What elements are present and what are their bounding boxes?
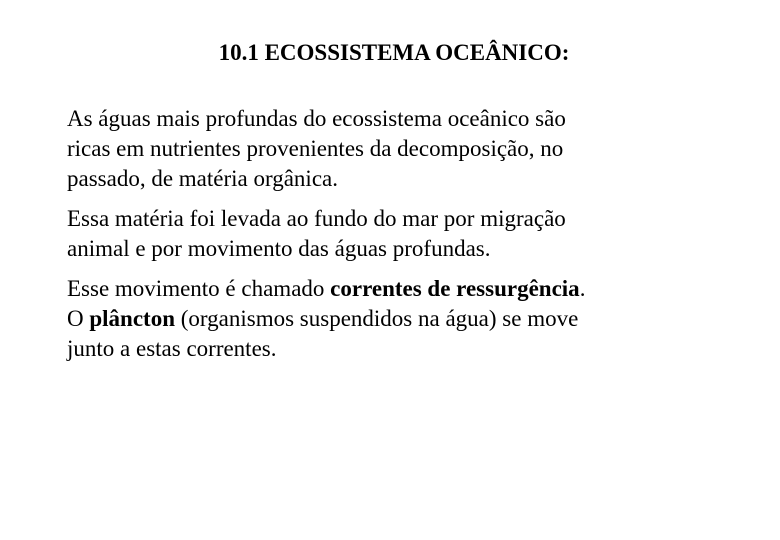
paragraph-1-line-1: As águas mais profundas do ecossistema oceânico são <box>67 106 566 131</box>
paragraph-2 <box>67 204 747 264</box>
paragraph-3-line-2 <box>67 304 747 334</box>
paragraph-3-line-2-start: O <box>67 306 90 331</box>
paragraph-2-line-1: Essa matéria foi levada ao fundo do mar por migração <box>67 206 566 231</box>
paragraph-3-line-1-text: Esse movimento é chamado <box>67 276 331 301</box>
title-text: 10.1 ECOSSISTEMA OCEÂNICO: <box>218 40 570 65</box>
paragraph-3 <box>67 274 747 364</box>
term-plancton: plâncton <box>89 306 176 331</box>
slide-title <box>0 38 780 68</box>
paragraph-3-line-1-end: . <box>579 276 586 301</box>
slide-body <box>67 104 747 374</box>
paragraph-1-line-3: passado, de matéria orgânica. <box>67 166 338 191</box>
term-correntes-de-ressurgencia: correntes de ressurgência <box>330 276 580 301</box>
paragraph-2-line-2: animal e por movimento das águas profundas. <box>67 236 491 261</box>
paragraph-1 <box>67 104 747 194</box>
paragraph-3-line-1 <box>67 274 747 304</box>
paragraph-3-line-2-text: (organismos suspendidos na água) se move <box>175 306 579 331</box>
paragraph-1-line-2: ricas em nutrientes provenientes da decomposição, no <box>67 136 564 161</box>
paragraph-3-line-3: junto a estas correntes. <box>67 336 277 361</box>
